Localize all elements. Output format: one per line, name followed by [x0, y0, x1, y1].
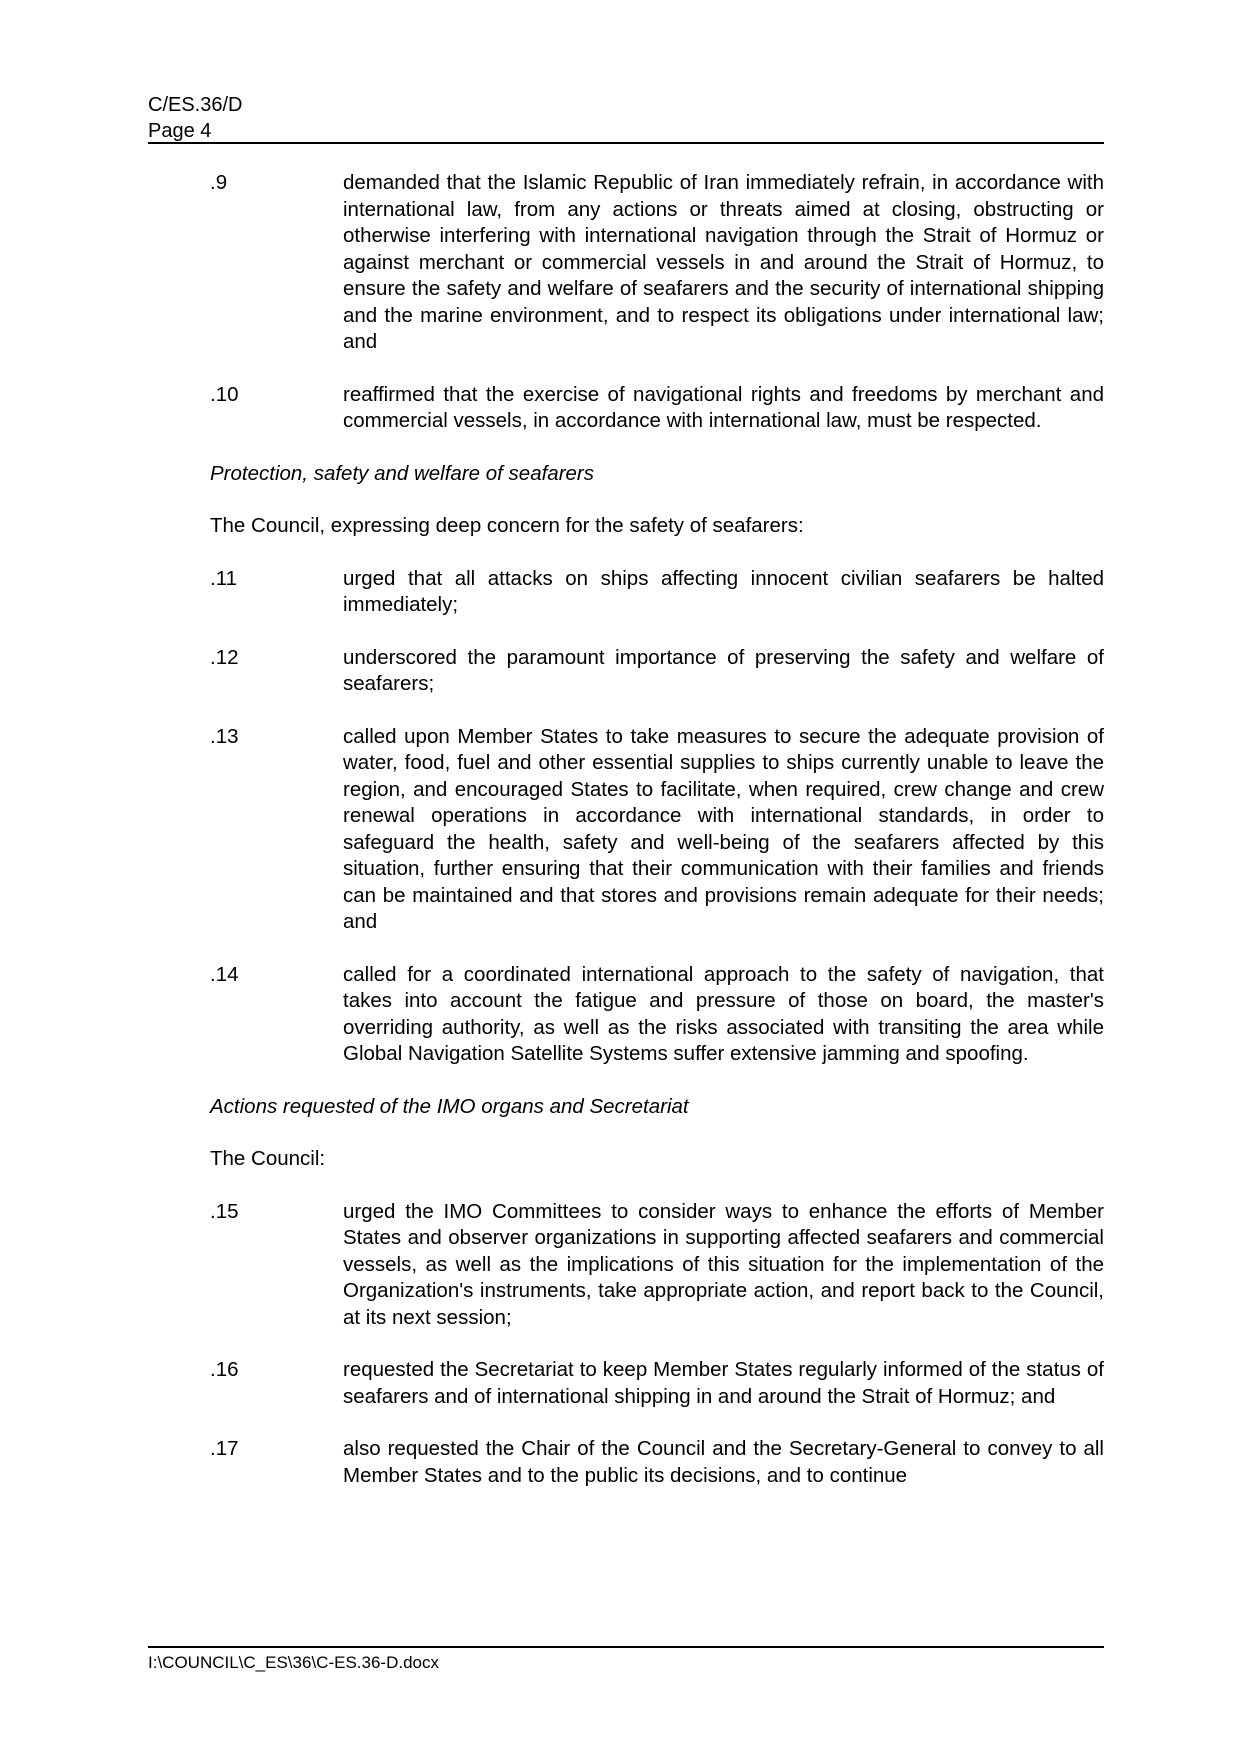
list-item	[210, 645, 1104, 698]
list-item	[210, 382, 1104, 435]
item-number: .9	[210, 171, 228, 194]
item-text: urged the IMO Committees to consider ways to enhance the efforts of Member States and observer organizations in supporting affected seafarers and commercial vessels, as well as the implications of this situation for the implementation of the Organization's instruments, take appropriate action, and report back to the Council, at its next session;	[343, 1199, 1104, 1329]
document-body	[148, 170, 1104, 1489]
section-intro: The Council, expressing deep concern for the safety of seafarers:	[210, 514, 804, 537]
list-item	[210, 566, 1104, 619]
list-item	[210, 962, 1104, 1068]
list-item	[210, 170, 1104, 356]
section-heading: Protection, safety and welfare of seafarers	[210, 461, 595, 485]
item-number: .10	[210, 382, 239, 406]
list-item	[210, 1436, 1104, 1489]
item-number: .17	[210, 1437, 239, 1460]
item-text: called for a coordinated international approach to the safety of navigation, that takes into account the fatigue and pressure of those on board, the master's overriding authority, as well as the risks associated with transiting the area while Global Navigation Satellite Systems suffer extensive jamming and spoofing.	[343, 962, 1104, 1065]
item-number: .12	[210, 645, 239, 669]
item-text: underscored the paramount importance of preserving the safety and welfare of seafarers;	[343, 645, 1104, 695]
item-number: .15	[210, 1199, 239, 1223]
item-text: demanded that the Islamic Republic of Iran immediately refrain, in accordance with international law, from any actions or threats aimed at closing, obstructing or otherwise interfering with international navigation through the Strait of Hormuz or against merchant or commercial vessels in and around the Strait of Hormuz, to ensure the safety and welfare of seafarers and the security of international shipping and the marine environment, and to respect its obligations under international law; and	[343, 171, 1104, 353]
list-item	[210, 1357, 1104, 1410]
document-symbol: C/ES.36/D	[148, 94, 243, 116]
item-text: called upon Member States to take measures to secure the adequate provision of water, food, fuel and other essential supplies to ships currently unable to leave the region, and encouraged States to facilitate, when required, crew change and crew renewal operations in accordance with international standards, in order to safeguard the health, safety and well-being of the seafarers affected by this situation, further ensuring that their communication with their families and friends can be maintained and that stores and provisions remain adequate for their needs; and	[343, 724, 1104, 933]
list-item	[210, 1199, 1104, 1332]
section-intro: The Council:	[210, 1147, 326, 1170]
list-item	[210, 724, 1104, 936]
item-text: requested the Secretariat to keep Member States regularly informed of the status of seafarers and of international shipping in and around the Strait of Hormuz; and	[343, 1358, 1104, 1408]
item-number: .14	[210, 962, 239, 986]
item-number: .16	[210, 1358, 239, 1381]
header-divider	[148, 142, 1104, 144]
item-text: also requested the Chair of the Council and the Secretary-General to convey to all Member States and to the public its decisions, and to continue	[343, 1437, 1104, 1487]
page-number: Page 4	[148, 120, 212, 142]
item-number: .11	[210, 566, 237, 590]
item-text: urged that all attacks on ships affecting innocent civilian seafarers be halted immediately;	[343, 566, 1104, 616]
footer-divider	[148, 1646, 1104, 1648]
footer-file-path: I:\COUNCIL\C_ES\36\C-ES.36-D.docx	[148, 1653, 439, 1672]
section-heading: Actions requested of the IMO organs and Secretariat	[210, 1094, 689, 1118]
item-text: reaffirmed that the exercise of navigational rights and freedoms by merchant and commercial vessels, in accordance with international law, must be respected.	[343, 382, 1104, 432]
item-number: .13	[210, 724, 239, 748]
page-header	[148, 92, 1104, 144]
